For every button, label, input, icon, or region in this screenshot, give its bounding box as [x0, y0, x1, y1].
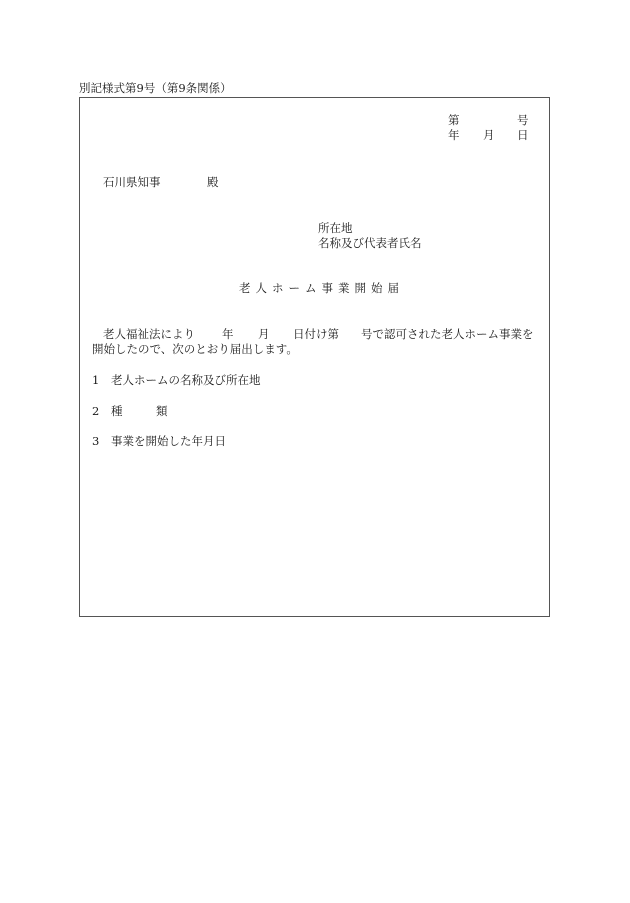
- addressee-honorific: 殿: [207, 175, 219, 189]
- form-label: 別記様式第9号（第9条関係）: [79, 81, 232, 95]
- body-day: 日付け第: [293, 327, 339, 341]
- body-year: 年: [222, 327, 234, 341]
- body-month: 月: [258, 327, 270, 341]
- date-year: 年: [448, 128, 460, 142]
- number-prefix: 第: [448, 113, 460, 127]
- number-suffix: 号: [517, 113, 529, 127]
- item-3-number: 3: [92, 434, 100, 448]
- body-text-1: 老人福祉法により: [103, 327, 195, 341]
- item-2-label-a: 種: [111, 404, 123, 418]
- item-2-number: 2: [92, 404, 100, 418]
- item-3-label: 事業を開始した年月日: [111, 434, 226, 448]
- document-title: 老人ホーム事業開始届: [239, 281, 404, 295]
- item-1-label: 老人ホームの名称及び所在地: [111, 373, 261, 387]
- body-text-2: 開始したので、次のとおり届出します。: [92, 342, 298, 356]
- date-month: 月: [483, 128, 495, 142]
- addressee-name: 石川県知事: [103, 175, 161, 189]
- body-text-rest: 号で認可された老人ホーム事業を: [361, 327, 534, 341]
- location-label: 所在地: [318, 221, 353, 235]
- applicant-name-label: 名称及び代表者氏名: [318, 236, 422, 250]
- date-day: 日: [517, 128, 529, 142]
- item-1-number: 1: [92, 373, 100, 387]
- item-2-label-b: 類: [156, 404, 168, 418]
